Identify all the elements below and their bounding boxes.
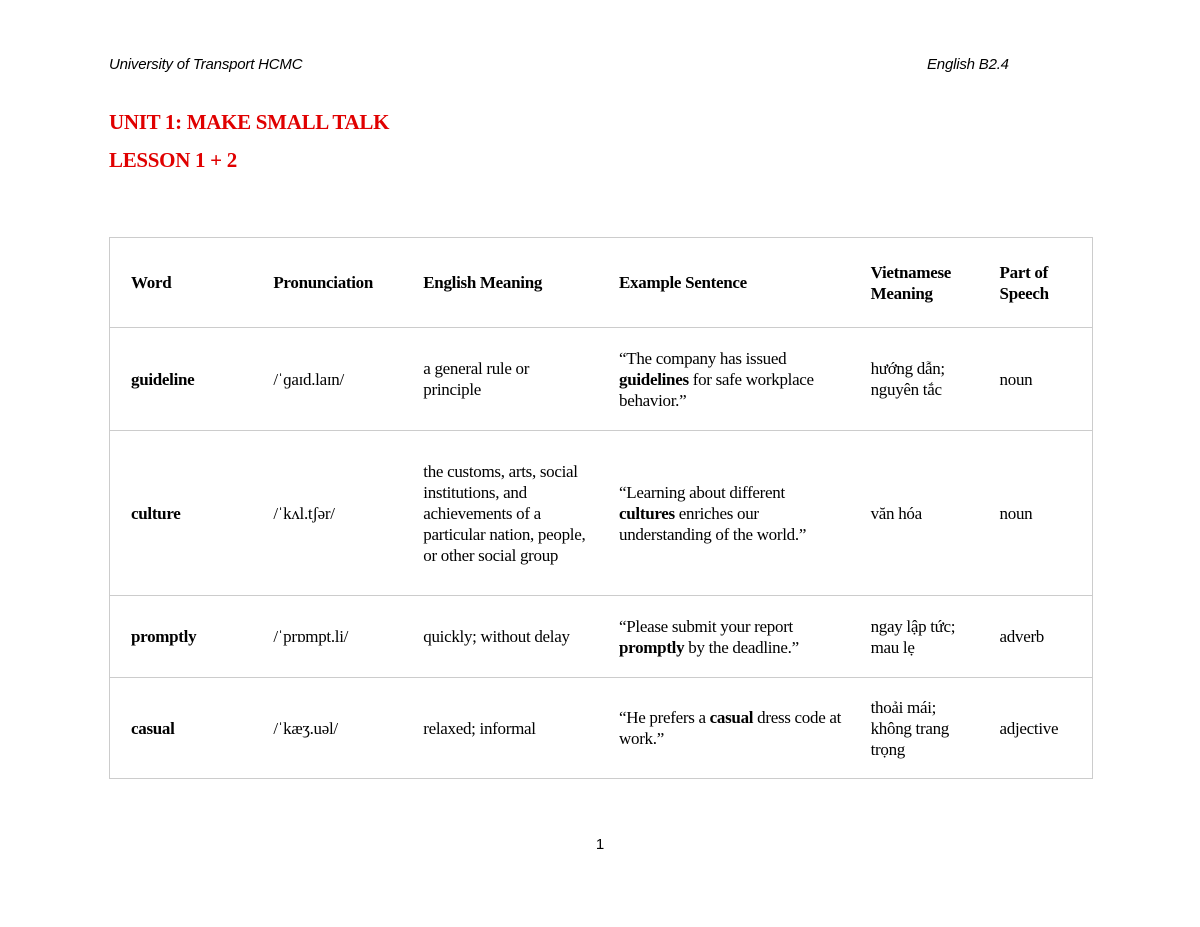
table-row	[110, 678, 1093, 779]
example-text: “He prefers a	[619, 708, 710, 727]
table-row	[110, 596, 1093, 678]
example-text: “Learning about different	[619, 482, 785, 502]
example-sentence-cell	[598, 678, 850, 779]
header-part-of-speech: Part of Speech	[979, 238, 1093, 328]
example-keyword: promptly	[619, 637, 685, 657]
word-cell: culture	[110, 431, 253, 596]
example-text: “The company has issued	[619, 348, 787, 368]
lesson-title: LESSON 1 + 2	[109, 148, 237, 172]
header-word: Word	[110, 238, 253, 328]
example-sentence-cell	[598, 596, 850, 678]
english-meaning-cell: a general rule or principle	[402, 328, 598, 431]
example-sentence-cell	[598, 328, 850, 431]
english-meaning-cell: relaxed; informal	[402, 678, 598, 779]
table-row	[110, 328, 1093, 431]
example-text: dress code at work.”	[619, 708, 842, 748]
header-english-meaning: English Meaning	[402, 238, 598, 328]
word-cell: casual	[110, 678, 253, 779]
header-right-text: English B2.4	[927, 56, 1009, 73]
example-keyword: guidelines	[619, 369, 689, 389]
example-text: “Please submit your report	[619, 616, 793, 636]
unit-title: UNIT 1: MAKE SMALL TALK	[109, 110, 390, 134]
word-cell: promptly	[110, 596, 253, 678]
header-vietnamese-meaning: Vietnamese Meaning	[850, 238, 979, 328]
pronunciation-cell: /ˈkæʒ.uəl/	[252, 678, 402, 779]
example-text: by the deadline.”	[684, 637, 799, 657]
table-row	[110, 431, 1093, 596]
example-text: enriches our understanding of the world.”	[619, 503, 807, 544]
english-meaning-cell: quickly; without delay	[402, 596, 598, 678]
pronunciation-cell: /ˈprɒmpt.li/	[252, 596, 402, 678]
part-of-speech-cell: adjective	[979, 678, 1093, 779]
example-keyword: cultures	[619, 503, 675, 523]
page-number: 1	[595, 836, 605, 853]
vietnamese-meaning-cell: ngay lập tức; mau lẹ	[850, 596, 979, 678]
vietnamese-meaning-cell: thoải mái; không trang trọng	[850, 678, 979, 779]
vocabulary-table	[109, 237, 1093, 779]
vietnamese-meaning-cell: hướng dẫn; nguyên tắc	[850, 328, 979, 431]
part-of-speech-cell: noun	[979, 328, 1093, 431]
part-of-speech-cell: noun	[979, 431, 1093, 596]
vietnamese-meaning-cell: văn hóa	[850, 431, 979, 596]
english-meaning-cell: the customs, arts, social institutions, and achievements of a particular nation, people, or other social group	[402, 431, 598, 596]
part-of-speech-cell: adverb	[979, 596, 1093, 678]
pronunciation-cell: /ˈkʌl.tʃər/	[252, 431, 402, 596]
example-keyword: casual	[709, 708, 754, 727]
header-example-sentence: Example Sentence	[598, 238, 850, 328]
word-cell: guideline	[110, 328, 253, 431]
example-sentence-cell	[598, 431, 850, 596]
table-header-row	[110, 238, 1093, 328]
header-pronunciation: Pronunciation	[252, 238, 402, 328]
pronunciation-cell: /ˈɡaɪd.laɪn/	[252, 328, 402, 431]
header-left-text: University of Transport HCMC	[109, 56, 303, 73]
example-text: for safe workplace behavior.”	[619, 369, 814, 410]
